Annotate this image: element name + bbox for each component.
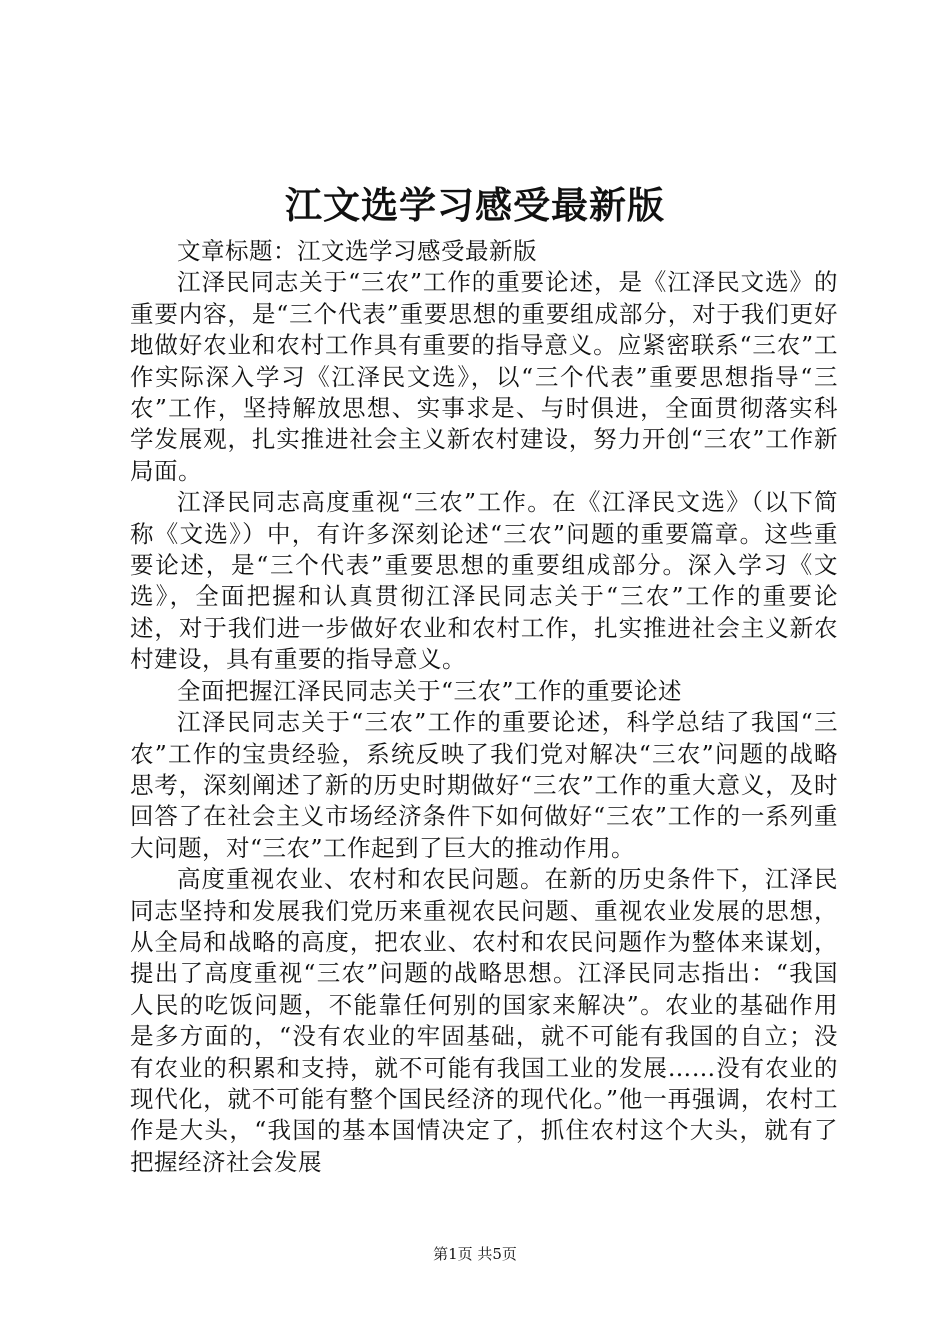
paragraph-4: 高度重视农业、农村和农民问题。在新的历史条件下，江泽民同志坚持和发展我们党历来重视农民问题、重视农业发展的思想，从全局和战略的高度，把农业、农村和农民问题作为整体来谋划，提出了高度重视“三农”问题的战略思想。江泽民同志指出：“我国人民的吃饭问题，不能靠任何别的国家来解决”。农业的基础作用是多方面的，“没有农业的牢固基础，就不可能有我国的自立；没有农业的积累和支持，就不可能有我国工业的发展……没有农业的现代化，就不可能有整个国民经济的现代化。”他一再强调，农村工作是大头，“我国的基本国情决定了，抓住农村这个大头，就有了把握经济社会发展 bbox=[130, 865, 838, 1176]
paragraph-1: 江泽民同志关于“三农”工作的重要论述，是《江泽民文选》的重要内容，是“三个代表”重要思想的重要组成部分，对于我们更好地做好农业和农村工作具有重要的指导意义。应紧密联系“三农”工作实际深入学习《江泽民文选》，以“三个代表”重要思想指导“三农”工作，坚持解放思想、实事求是、与时俱进，全面贯彻落实科学发展观，扎实推进社会主义新农村建设，努力开创“三农”工作新局面。 bbox=[130, 268, 838, 485]
page-footer: 第1页 共5页 bbox=[433, 1245, 517, 1263]
paragraph-2: 江泽民同志高度重视“三农”工作。在《江泽民文选》（以下简称《文选》）中，有许多深刻论述“三农”问题的重要篇章。这些重要论述，是“三个代表”重要思想的重要组成部分。深入学习《文选》，全面把握和认真贯彻江泽民同志关于“三农”工作的重要论述，对于我们进一步做好农业和农村工作，扎实推进社会主义新农村建设，具有重要的指导意义。 bbox=[130, 488, 838, 674]
section-heading: 全面把握江泽民同志关于“三农”工作的重要论述 bbox=[177, 676, 683, 705]
paragraph-3: 江泽民同志关于“三农”工作的重要论述，科学总结了我国“三农”工作的宝贵经验，系统反映了我们党对解决“三农”问题的战略思考，深刻阐述了新的历史时期做好“三农”工作的重大意义，及时回答了在社会主义市场经济条件下如何做好“三农”工作的一系列重大问题，对“三农”工作起到了巨大的推动作用。 bbox=[130, 708, 838, 862]
article-title-line: 文章标题：江文选学习感受最新版 bbox=[177, 237, 537, 265]
document-title: 江文选学习感受最新版 bbox=[285, 183, 665, 227]
document-body bbox=[130, 236, 838, 1178]
